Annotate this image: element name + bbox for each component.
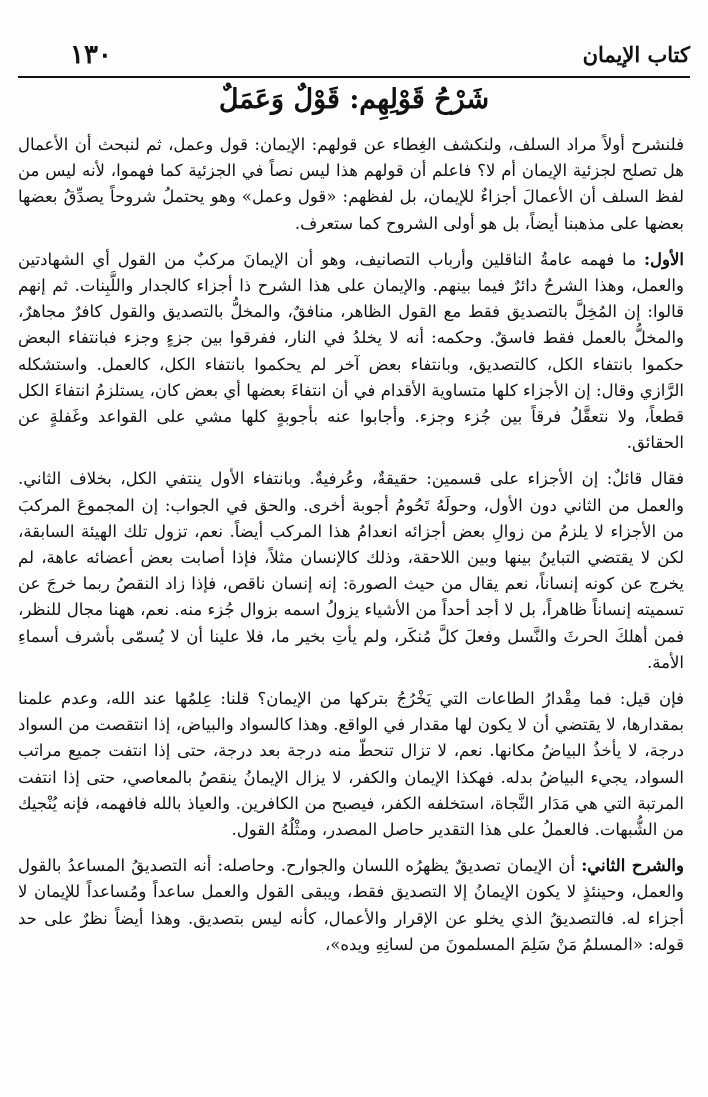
paragraph — [18, 853, 684, 958]
paragraph-lead: الأول: — [643, 249, 684, 269]
running-title: كتاب الإيمان — [582, 42, 690, 67]
paragraph-text: أن الإيمان تصديقٌ يظهرُه اللسان والجوارح. وحاصله: أنه التصديقُ المساعدُ بالقول والعمل، وحينئذٍ لا يكون الإيمانُ إلا التصديق فقط، ويبقى القول والعمل ساعداً ومُساعداً للإيمان لا أجزاء له. فالتصديقُ الذي يخلو عن الإقرار والأعمال، كأنه ليس بتصديق. وهذا أيضاً نظرٌ على حد قوله: «المسلمُ مَنْ سَلِمَ المسلمونَ من لسانِهِ ويده»، — [18, 856, 684, 954]
page-number: ١٣٠ — [70, 40, 112, 70]
paragraph-text: فإن قيل: فما مِقْدارُ الطاعات التي يَخْرُجُ بتركها من الإيمان؟ قلنا: عِلمُها عند الله، وعدم علمنا بمقدارها، لا يقتضي أن لا يكون لها مقدار في الواقع. وهذا كالسواد والبياض، إذا انتقصت من السواد درجة، لا يأخذُ البياضُ مكانها. نعم، لا تزال تنحطّ منه درجة بعد درجة، حتى إذا انتفت جميع مراتب السواد، يجيء البياضُ بدله. فهكذا الإيمان والكفر، لا يزال الإيمانُ ينقصُ بالمعاصي، حتى إذا انتفت المرتبة التي هي مَدَار النَّجاة، استخلفه الكفر، فيصبح من الكافرين. والعياذ بالله فافهمه، فإنه يُنْجيك من الشُّبهات. فالعملُ على هذا التقدير حاصل المصدر، ومثْلُهُ القول. — [18, 689, 684, 840]
page-header — [18, 32, 690, 78]
paragraph — [18, 686, 684, 843]
paragraph — [18, 132, 684, 237]
paragraph-text: فلنشرح أولاً مراد السلف، ولنكشف الغِطاء عن قولهم: الإيمان: قول وعمل، ثم لنبحث أن الأعمال هل تصلح لجزئية الإيمان أم لا؟ فاعلم أن قولهم هذا ليس نصاً في الجزئية كما فهموا، لأنه ليس من لفظ السلف أن الأعمالَ أجزاءٌ للإيمان، بل لفظهم: «قول وعمل» وهو يحتملُ شروحاً يصدِّقُ بعضها بعضها على مذهبنا أيضاً، بل هو أولى الشروح كما ستعرف. — [18, 135, 684, 233]
paragraph-lead: والشرح الثاني: — [581, 856, 684, 876]
paragraph-text: فقال قائلٌ: إن الأجزاء على قسمين: حقيقةٌ، وعُرفيةٌ. وبانتفاء الأول ينتفي الكل، بخلاف الثاني. والعمل من الثاني دون الأول، وحولَهُ تَحُومُ أجوبة أخرى. والحق في الجواب: إن المجموعَ المركبَ من الأجزاء لا يلزمُ من زوالِ بعض أجزائه انعدامُ هذا المركب أيضاً. نعم، تزول تلك الهيئة السابقة، لكن لا يقتضي التباينُ بينها وبين اللاحقة، وذلك كالإنسان مثلاً، فإذا أصابت بعض أعضائه عاهة، لم يخرج عن كونه إنساناً، نعم يقال من حيث الصورة: إنه إنسان ناقص، فإذا زاد النقصُ ربما خرجَ عن تسميته إنساناً ظاهراً، بل لا أجد أحداً من الأشياء يزولُ اسمه بزوال جُزء منه. نعم، ههنا مجال للنظر، فمن أهلكَ الحرثَ والنَّسل وفعلَ كلَّ مُنكَر، ولم يأتِ بخير ما، فلا علينا أن لا يُسمّى بأشرف أسماءِ الأمة. — [18, 469, 684, 672]
body-text — [18, 132, 684, 968]
paragraph — [18, 247, 684, 457]
paragraph — [18, 466, 684, 676]
section-title: شَرْحُ قَوْلِهِم: قَوْلٌ وَعَمَلٌ — [218, 84, 490, 115]
paragraph-text: ما فهمه عامةُ الناقلين وأرباب التصانيف، وهو أن الإيمانَ مركبٌ من القول أي الشهادتين والعمل، وهذا الشرحُ دائرٌ فيما بينهم. والإيمان على هذا الشرح ذا أجزاء كالجدار واللَّبِنات. ثم إنهم قالوا: إن المُخِلَّ بالتصديق فقط مع القول الظاهر، منافقٌ، والمخلُّ بالتصديق والقول كافرٌ مجاهرٌ، والمخلُّ بالعمل فقط فاسقٌ. وحكمه: أنه لا يخلدُ في النار، ففرقوا بين جزءٍ وجزء فبانتفاء البعض حكموا بانتفاء الكل، كالتصديق، وبانتفاء بعض آخر لم يحكموا بانتفاء الكل، كالعمل. واستشكله الرَّازي وقال: إن الأجزاء كلها متساوية الأقدام في أن انتفاءَ بعضها أي بعض كان، يستلزمُ انتفاءَ الكل قطعاً، ولا نتعقَّلُ فرقاً بين جُزء وجزء. وأجابوا عنه بأجوبةٍ كلها مشي على القواعد وغَفلةٍ عن الحقائق. — [18, 249, 684, 453]
